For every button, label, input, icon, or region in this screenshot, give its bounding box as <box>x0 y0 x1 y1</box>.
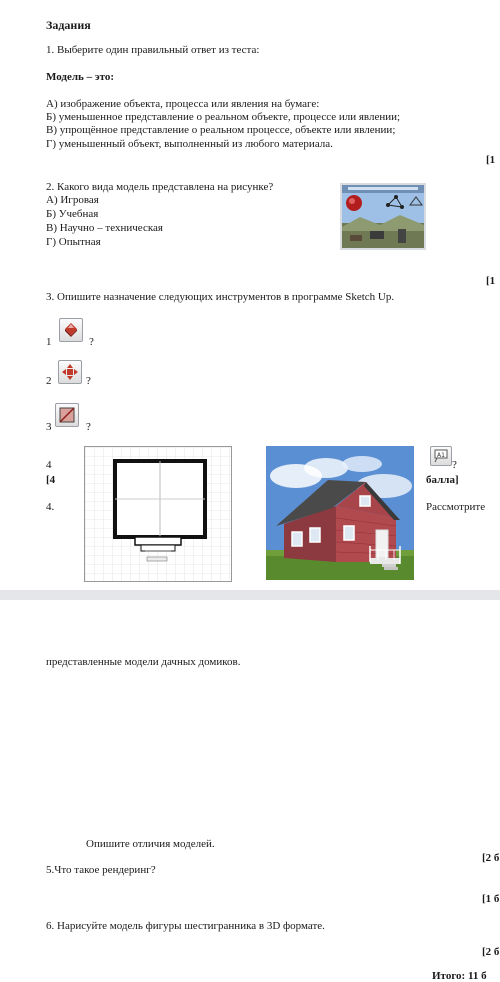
tool-3-number: 3 <box>46 421 52 433</box>
q2-prompt: 2. Какого вида модель представлена на рисунке? <box>46 181 274 193</box>
tool-4-question: ? <box>452 459 457 471</box>
q1-option-c: В) упрощённое представление о реальном процессе, объекте или явлении; <box>46 124 396 136</box>
worksheet-page-2 <box>0 600 500 980</box>
section-title: Задания <box>46 18 91 32</box>
q4-description: представленные модели дачных домиков. <box>46 656 241 668</box>
q2-option-c: В) Научно – техническая <box>46 222 163 234</box>
q4-number: 4. <box>46 501 55 513</box>
tool-1-question: ? <box>89 336 94 348</box>
push-pull-tool-button[interactable] <box>59 318 83 342</box>
model-illustration-image <box>340 183 426 250</box>
q5-score: [1 б <box>482 893 500 905</box>
rectangle-tool-button[interactable] <box>55 403 79 427</box>
text-icon <box>433 449 449 463</box>
q2-option-a: А) Игровая <box>46 194 99 206</box>
q2-score: [1 <box>486 275 496 287</box>
q4-task: Опишите отличия моделей. <box>86 838 215 850</box>
tool-2-number: 2 <box>46 375 52 387</box>
rectangle-icon <box>58 406 76 424</box>
svg-text:A1: A1 <box>437 452 445 459</box>
q6-prompt: 6. Нарисуйте модель фигуры шестигранника в 3D формате. <box>46 920 325 932</box>
q1-prompt: 1. Выберите один правильный ответ из теста: <box>46 44 260 56</box>
tool-1-number: 1 <box>46 336 52 348</box>
tool-4-number: 4 <box>46 459 52 471</box>
q4-lead: Рассмотрите <box>426 501 486 513</box>
q3-prompt: 3. Опишите назначение следующих инструментов в программе Sketch Up. <box>46 291 395 303</box>
house-3d-model-image <box>266 446 414 580</box>
push-pull-icon <box>62 321 80 339</box>
tool-3-question: ? <box>86 421 91 433</box>
q1-score: [1 <box>486 154 496 166</box>
q2-option-b: Б) Учебная <box>46 208 99 220</box>
move-icon <box>61 363 79 381</box>
q5-prompt: 5.Что такое рендеринг? <box>46 864 156 876</box>
move-tool-button[interactable] <box>58 360 82 384</box>
q1-term: Модель – это: <box>46 71 115 83</box>
total-score: Итого: 11 б <box>432 970 487 982</box>
text-tool-button[interactable] <box>430 446 452 466</box>
q6-score: [2 б <box>482 946 500 958</box>
q4-score: [2 б <box>482 852 500 864</box>
q1-option-b: Б) уменьшенное представление о реальном объекте, процессе или явлении; <box>46 111 401 123</box>
q1-option-d: Г) уменьшенный объект, выполненный из любого материала. <box>46 138 333 150</box>
q3-score: [4 <box>46 474 56 486</box>
q2-option-d: Г) Опытная <box>46 236 101 248</box>
floor-plan-image <box>84 446 232 582</box>
q1-option-a: А) изображение объекта, процесса или явления на бумаге: <box>46 98 320 110</box>
tool-2-question: ? <box>86 375 91 387</box>
q3-score-tail: балла] <box>426 474 459 486</box>
